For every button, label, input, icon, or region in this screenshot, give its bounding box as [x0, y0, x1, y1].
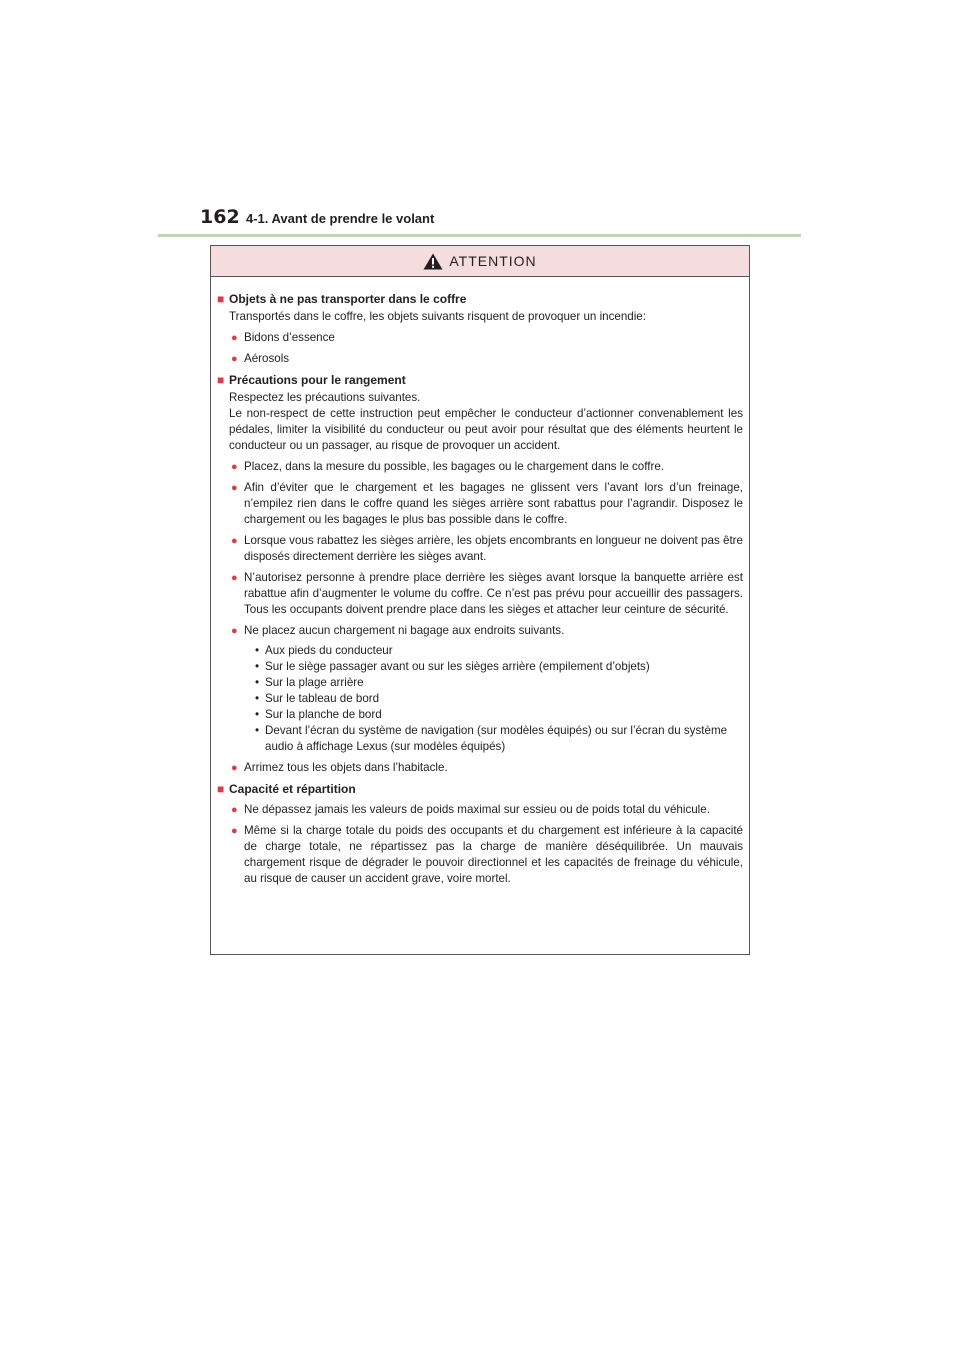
warning-title: ATTENTION	[449, 253, 537, 269]
dot-bullet-icon: ●	[231, 762, 238, 774]
paragraph: Le non-respect de cette instruction peut empêcher le conducteur d’actionner convenablement les pédales, limiter la visibilité du conducteur ou peut avoir pour résultat que des éléments heurtent le conducteur ou un passager, au risque de provoquer un accident.	[229, 407, 743, 452]
warning-triangle-icon	[423, 253, 443, 270]
bullet-item: ● Même si la charge totale du poids des occupants et du chargement est inférieure à la capacité de charge totale, ne répartissez pas la charge de manière déséquilibrée. Un mauvais chargement risque de dégrader le pouvoir directionnel et les capacités de freinage du véhicule, au risque de causer un accident grave, voire mortel.	[231, 824, 743, 885]
dot-bullet-icon: ●	[231, 461, 238, 473]
square-bullet-icon: ■	[217, 373, 225, 387]
bullet-item: ● Lorsque vous rabattez les sièges arrière, les objets encombrants en longueur ne doivent pas être disposés directement derrière les sièges avant.	[231, 534, 743, 563]
sub-item: • Sur le siège passager avant ou sur les sièges arrière (empilement d’objets)	[255, 660, 650, 673]
dot-bullet-icon: ●	[231, 482, 238, 494]
dot-bullet-icon: ●	[231, 804, 238, 816]
bullet-item: ● Arrimez tous les objets dans l’habitacle.	[231, 761, 448, 774]
sub-item: • Sur la planche de bord	[255, 708, 382, 721]
bullet-item: ● N’autorisez personne à prendre place derrière les sièges avant lorsque la banquette arrière est rabattue afin d’augmenter le volume du coffre. Ce n’est pas prévu pour accueillir des passagers. Tous les occupants doivent prendre place dans les sièges et attacher leur ceinture de sécurité.	[231, 571, 743, 616]
square-bullet-icon: ■	[217, 292, 225, 306]
sub-list	[217, 643, 743, 755]
section-title: 4-1. Avant de prendre le volant	[246, 211, 435, 226]
warning-header	[211, 246, 749, 277]
page-header	[158, 198, 801, 238]
sub-item: • Sur le tableau de bord	[255, 692, 380, 705]
sub-item: • Sur la plage arrière	[255, 676, 364, 689]
bullet-item: ● Ne placez aucun chargement ni bagage aux endroits suivants.	[231, 624, 565, 637]
section-heading: ■ Objets à ne pas transporter dans le coffre	[217, 292, 467, 306]
sub-item: • Devant l’écran du système de navigation (sur modèles équipés) ou sur l’écran du système audio à affichage Lexus (sur modèles équipés)	[255, 724, 728, 753]
paragraph: Respectez les précautions suivantes.	[229, 391, 421, 404]
bullet-item: ● Placez, dans la mesure du possible, les bagages ou le chargement dans le coffre.	[231, 460, 664, 473]
dot-bullet-icon: ●	[231, 625, 238, 637]
page-number: 162	[200, 206, 240, 228]
bullet-item: ● Afin d’éviter que le chargement et les bagages ne glissent vers l’avant lors d’un freinage, n’empilez rien dans le coffre quand les sièges arrière sont rabattus pour l’agrandir. Disposez le chargement ou les bagages le plus bas possible dans le coffre.	[231, 481, 743, 526]
warning-content	[211, 277, 749, 887]
section-heading: ■ Capacité et répartition	[217, 782, 356, 796]
section-heading: ■ Précautions pour le rangement	[217, 373, 406, 387]
paragraph: Transportés dans le coffre, les objets suivants risquent de provoquer un incendie:	[229, 310, 646, 323]
warning-box	[210, 245, 750, 955]
square-bullet-icon: ■	[217, 782, 225, 796]
bullet-item: ● Ne dépassez jamais les valeurs de poids maximal sur essieu ou de poids total du véhicule.	[231, 803, 710, 816]
dot-bullet-icon: ●	[231, 825, 238, 837]
bullet-item: ● Bidons d’essence	[231, 331, 335, 344]
dot-bullet-icon: ●	[231, 332, 238, 344]
dot-bullet-icon: ●	[231, 353, 238, 365]
sub-item: • Aux pieds du conducteur	[255, 644, 393, 657]
dot-bullet-icon: ●	[231, 535, 238, 547]
header-divider	[158, 234, 801, 237]
bullet-item: ● Aérosols	[231, 352, 290, 365]
dot-bullet-icon: ●	[231, 572, 238, 584]
